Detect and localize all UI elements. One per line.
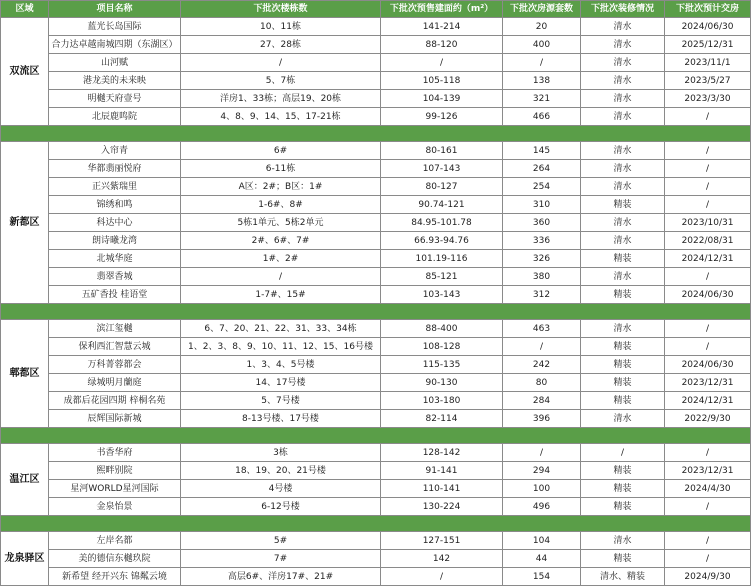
area-cell: 108-128 xyxy=(381,338,503,356)
delivery-cell: 2024/06/30 xyxy=(665,356,751,374)
buildings-cell: 2#、6#、7# xyxy=(181,232,381,250)
decoration-cell: 清水、精装 xyxy=(581,568,665,586)
header-units: 下批次房源套数 xyxy=(503,1,581,18)
units-cell: 496 xyxy=(503,498,581,516)
project-name-cell: 锦绣和鸣 xyxy=(49,196,181,214)
area-cell: 85-121 xyxy=(381,268,503,286)
table-row xyxy=(1,142,751,160)
delivery-cell: / xyxy=(665,178,751,196)
area-cell: 142 xyxy=(381,550,503,568)
decoration-cell: 清水 xyxy=(581,232,665,250)
area-cell: 80-161 xyxy=(381,142,503,160)
group-separator xyxy=(1,304,751,320)
delivery-cell: 2024/9/30 xyxy=(665,568,751,586)
delivery-cell: / xyxy=(665,142,751,160)
header-delivery: 下批次预计交房 xyxy=(665,1,751,18)
delivery-cell: 2024/12/31 xyxy=(665,392,751,410)
buildings-cell: 4号楼 xyxy=(181,480,381,498)
project-name-cell: 入帘青 xyxy=(49,142,181,160)
region-cell: 郫都区 xyxy=(1,320,49,428)
table-row xyxy=(1,320,751,338)
area-cell: 103-143 xyxy=(381,286,503,304)
project-name-cell: 北辰鹿鸣院 xyxy=(49,108,181,126)
area-cell: 80-127 xyxy=(381,178,503,196)
decoration-cell: 清水 xyxy=(581,268,665,286)
area-cell: 90.74-121 xyxy=(381,196,503,214)
area-cell: 141-214 xyxy=(381,18,503,36)
area-cell: 105-118 xyxy=(381,72,503,90)
delivery-cell: / xyxy=(665,498,751,516)
decoration-cell: 精装 xyxy=(581,196,665,214)
project-name-cell: 金泉怡景 xyxy=(49,498,181,516)
units-cell: 44 xyxy=(503,550,581,568)
delivery-cell: / xyxy=(665,196,751,214)
decoration-cell: 精装 xyxy=(581,250,665,268)
area-cell: 115-135 xyxy=(381,356,503,374)
header-decoration: 下批次装修情况 xyxy=(581,1,665,18)
table-row xyxy=(1,392,751,410)
table-row xyxy=(1,178,751,196)
buildings-cell: 1-6#、8# xyxy=(181,196,381,214)
units-cell: 138 xyxy=(503,72,581,90)
header-area: 下批次预售建面约（m²） xyxy=(381,1,503,18)
table-row xyxy=(1,36,751,54)
units-cell: 264 xyxy=(503,160,581,178)
project-name-cell: 朗诗曦龙湾 xyxy=(49,232,181,250)
area-cell: 88-400 xyxy=(381,320,503,338)
project-name-cell: 成都后花园四期 梓桐名苑 xyxy=(49,392,181,410)
units-cell: 326 xyxy=(503,250,581,268)
units-cell: 310 xyxy=(503,196,581,214)
decoration-cell: 清水 xyxy=(581,90,665,108)
delivery-cell: / xyxy=(665,338,751,356)
units-cell: 321 xyxy=(503,90,581,108)
project-name-cell: 正兴紫瑞里 xyxy=(49,178,181,196)
project-name-cell: 港龙美的未来映 xyxy=(49,72,181,90)
area-cell: 66.93-94.76 xyxy=(381,232,503,250)
units-cell: 360 xyxy=(503,214,581,232)
units-cell: 100 xyxy=(503,480,581,498)
units-cell: 154 xyxy=(503,568,581,586)
delivery-cell: / xyxy=(665,160,751,178)
units-cell: 466 xyxy=(503,108,581,126)
delivery-cell: 2024/4/30 xyxy=(665,480,751,498)
project-name-cell: 北城华庭 xyxy=(49,250,181,268)
group-separator-row xyxy=(1,304,751,320)
buildings-cell: 27、28栋 xyxy=(181,36,381,54)
delivery-cell: 2023/3/30 xyxy=(665,90,751,108)
buildings-cell: 1、3、4、5号楼 xyxy=(181,356,381,374)
project-name-cell: 合力达卓越南城四期（东湖区） xyxy=(49,36,181,54)
table-row xyxy=(1,550,751,568)
decoration-cell: 清水 xyxy=(581,108,665,126)
buildings-cell: 高层6#、洋房17#、21# xyxy=(181,568,381,586)
decoration-cell: 清水 xyxy=(581,18,665,36)
header-region: 区域 xyxy=(1,1,49,18)
units-cell: 380 xyxy=(503,268,581,286)
table-row xyxy=(1,214,751,232)
decoration-cell: 精装 xyxy=(581,480,665,498)
delivery-cell: / xyxy=(665,268,751,286)
decoration-cell: / xyxy=(581,444,665,462)
delivery-cell: 2023/12/31 xyxy=(665,374,751,392)
delivery-cell: 2025/12/31 xyxy=(665,36,751,54)
decoration-cell: 精装 xyxy=(581,286,665,304)
table-row xyxy=(1,160,751,178)
delivery-cell: 2023/10/31 xyxy=(665,214,751,232)
area-cell: / xyxy=(381,54,503,72)
decoration-cell: 精装 xyxy=(581,462,665,480)
area-cell: 91-141 xyxy=(381,462,503,480)
decoration-cell: 清水 xyxy=(581,72,665,90)
area-cell: 101.19-116 xyxy=(381,250,503,268)
table-row xyxy=(1,532,751,550)
project-name-cell: 左岸名都 xyxy=(49,532,181,550)
header-project: 项目名称 xyxy=(49,1,181,18)
project-name-cell: 山河赋 xyxy=(49,54,181,72)
buildings-cell: 5# xyxy=(181,532,381,550)
header-row xyxy=(1,1,751,18)
units-cell: 20 xyxy=(503,18,581,36)
delivery-cell: 2023/11/1 xyxy=(665,54,751,72)
buildings-cell: 18、19、20、21号楼 xyxy=(181,462,381,480)
buildings-cell: 6-12号楼 xyxy=(181,498,381,516)
project-name-cell: 书香华府 xyxy=(49,444,181,462)
project-name-cell: 保利西汇智慧云城 xyxy=(49,338,181,356)
table-row xyxy=(1,268,751,286)
table-row xyxy=(1,108,751,126)
project-name-cell: 科达中心 xyxy=(49,214,181,232)
units-cell: 254 xyxy=(503,178,581,196)
table-row xyxy=(1,54,751,72)
buildings-cell: 3栋 xyxy=(181,444,381,462)
header-buildings: 下批次楼栋数 xyxy=(181,1,381,18)
decoration-cell: 清水 xyxy=(581,54,665,72)
project-name-cell: 五矿香投 桂语堂 xyxy=(49,286,181,304)
delivery-cell: / xyxy=(665,532,751,550)
table-row xyxy=(1,250,751,268)
delivery-cell: 2024/06/30 xyxy=(665,286,751,304)
buildings-cell: 14、17号楼 xyxy=(181,374,381,392)
project-name-cell: 绿城明月蘭庭 xyxy=(49,374,181,392)
units-cell: 336 xyxy=(503,232,581,250)
table-row xyxy=(1,338,751,356)
delivery-cell: 2024/06/30 xyxy=(665,18,751,36)
buildings-cell: 10、11栋 xyxy=(181,18,381,36)
table-row xyxy=(1,286,751,304)
units-cell: 80 xyxy=(503,374,581,392)
units-cell: 463 xyxy=(503,320,581,338)
table-row xyxy=(1,462,751,480)
project-name-cell: 蓝光长岛国际 xyxy=(49,18,181,36)
units-cell: / xyxy=(503,338,581,356)
buildings-cell: 5、7栋 xyxy=(181,72,381,90)
project-name-cell: 翡翠香城 xyxy=(49,268,181,286)
delivery-cell: / xyxy=(665,444,751,462)
area-cell: 130-224 xyxy=(381,498,503,516)
region-cell: 新都区 xyxy=(1,142,49,304)
table-row xyxy=(1,498,751,516)
buildings-cell: 1、2、3、8、9、10、11、12、15、16号楼 xyxy=(181,338,381,356)
group-separator xyxy=(1,516,751,532)
decoration-cell: 精装 xyxy=(581,550,665,568)
buildings-cell: A区：2#；B区：1# xyxy=(181,178,381,196)
group-separator xyxy=(1,428,751,444)
table-row xyxy=(1,480,751,498)
region-cell: 双流区 xyxy=(1,18,49,126)
region-cell: 温江区 xyxy=(1,444,49,516)
area-cell: 128-142 xyxy=(381,444,503,462)
units-cell: 242 xyxy=(503,356,581,374)
table-row xyxy=(1,356,751,374)
buildings-cell: 1-7#、15# xyxy=(181,286,381,304)
decoration-cell: 精装 xyxy=(581,498,665,516)
group-separator-row xyxy=(1,428,751,444)
units-cell: 396 xyxy=(503,410,581,428)
table-row xyxy=(1,232,751,250)
area-cell: 99-126 xyxy=(381,108,503,126)
area-cell: / xyxy=(381,568,503,586)
project-name-cell: 滨江玺樾 xyxy=(49,320,181,338)
buildings-cell: 洋房1、33栋；高层19、20栋 xyxy=(181,90,381,108)
table-row xyxy=(1,18,751,36)
buildings-cell: / xyxy=(181,54,381,72)
group-separator-row xyxy=(1,126,751,142)
buildings-cell: 6、7、20、21、22、31、33、34栋 xyxy=(181,320,381,338)
project-name-cell: 美的德信东樾玖院 xyxy=(49,550,181,568)
units-cell: / xyxy=(503,444,581,462)
area-cell: 84.95-101.78 xyxy=(381,214,503,232)
table-row xyxy=(1,374,751,392)
area-cell: 90-130 xyxy=(381,374,503,392)
decoration-cell: 清水 xyxy=(581,214,665,232)
buildings-cell: 4、8、9、14、15、17-21栋 xyxy=(181,108,381,126)
table-row xyxy=(1,410,751,428)
group-separator-row xyxy=(1,516,751,532)
table-body xyxy=(1,18,751,586)
project-name-cell: 华都翡丽悦府 xyxy=(49,160,181,178)
decoration-cell: 清水 xyxy=(581,142,665,160)
delivery-cell: 2022/9/30 xyxy=(665,410,751,428)
delivery-cell: / xyxy=(665,320,751,338)
buildings-cell: 6# xyxy=(181,142,381,160)
area-cell: 88-120 xyxy=(381,36,503,54)
table-row xyxy=(1,568,751,586)
table-row xyxy=(1,90,751,108)
project-name-cell: 熙畔别院 xyxy=(49,462,181,480)
project-name-cell: 新希望 经开兴东 锦粼云境 xyxy=(49,568,181,586)
decoration-cell: 清水 xyxy=(581,320,665,338)
decoration-cell: 精装 xyxy=(581,374,665,392)
decoration-cell: 清水 xyxy=(581,36,665,54)
units-cell: 312 xyxy=(503,286,581,304)
units-cell: 400 xyxy=(503,36,581,54)
decoration-cell: 精装 xyxy=(581,338,665,356)
buildings-cell: 5、7号楼 xyxy=(181,392,381,410)
table-row xyxy=(1,196,751,214)
project-name-cell: 辰辉国际新城 xyxy=(49,410,181,428)
buildings-cell: / xyxy=(181,268,381,286)
buildings-cell: 7# xyxy=(181,550,381,568)
area-cell: 127-151 xyxy=(381,532,503,550)
area-cell: 107-143 xyxy=(381,160,503,178)
decoration-cell: 清水 xyxy=(581,532,665,550)
buildings-cell: 6-11栋 xyxy=(181,160,381,178)
area-cell: 103-180 xyxy=(381,392,503,410)
area-cell: 104-139 xyxy=(381,90,503,108)
decoration-cell: 清水 xyxy=(581,160,665,178)
area-cell: 110-141 xyxy=(381,480,503,498)
table-row xyxy=(1,72,751,90)
delivery-cell: 2023/5/27 xyxy=(665,72,751,90)
delivery-cell: / xyxy=(665,550,751,568)
units-cell: 145 xyxy=(503,142,581,160)
units-cell: 284 xyxy=(503,392,581,410)
delivery-cell: / xyxy=(665,108,751,126)
units-cell: 294 xyxy=(503,462,581,480)
decoration-cell: 精装 xyxy=(581,392,665,410)
units-cell: / xyxy=(503,54,581,72)
delivery-cell: 2024/12/31 xyxy=(665,250,751,268)
project-name-cell: 万科菁蓉都会 xyxy=(49,356,181,374)
project-name-cell: 星河WORLD星河国际 xyxy=(49,480,181,498)
buildings-cell: 5栋1单元、5栋2单元 xyxy=(181,214,381,232)
decoration-cell: 清水 xyxy=(581,410,665,428)
buildings-cell: 1#、2# xyxy=(181,250,381,268)
delivery-cell: 2022/08/31 xyxy=(665,232,751,250)
area-cell: 82-114 xyxy=(381,410,503,428)
group-separator xyxy=(1,126,751,142)
buildings-cell: 8-13号楼、17号楼 xyxy=(181,410,381,428)
decoration-cell: 清水 xyxy=(581,178,665,196)
decoration-cell: 精装 xyxy=(581,356,665,374)
delivery-cell: 2023/12/31 xyxy=(665,462,751,480)
region-cell: 龙泉驿区 xyxy=(1,532,49,586)
project-name-cell: 明樾天府壹号 xyxy=(49,90,181,108)
units-cell: 104 xyxy=(503,532,581,550)
table-row xyxy=(1,444,751,462)
